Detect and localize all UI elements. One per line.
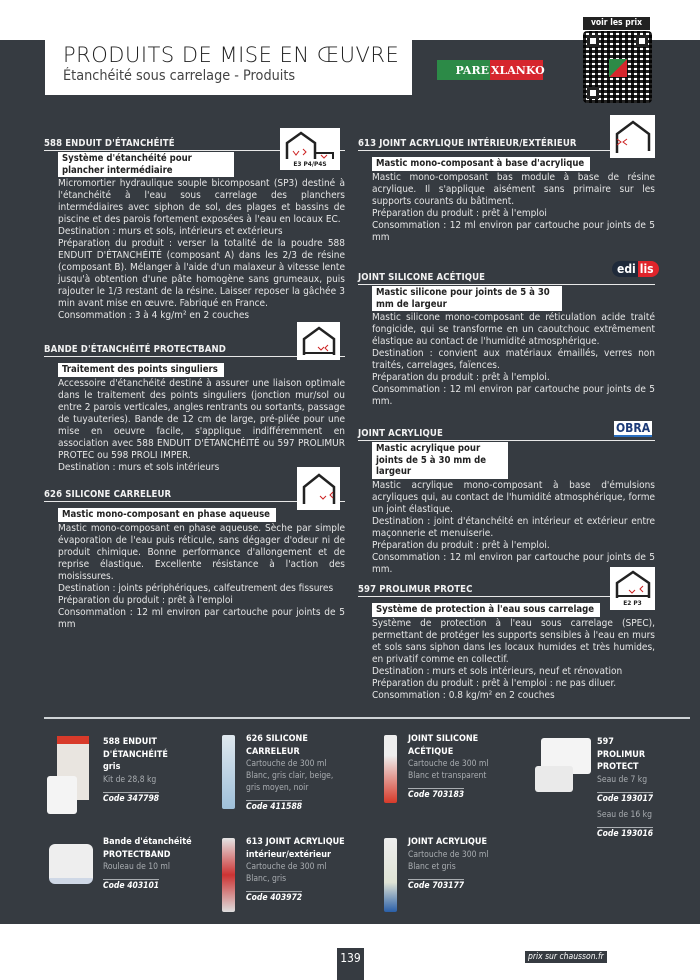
section-title: 597 PROLIMUR PROTEC [358,584,655,597]
product-image [47,736,97,814]
house-protection-icon: E2 P3 [610,567,655,610]
house-corner-icon [297,322,340,360]
section-tagline: Mastic acrylique pour joints de 5 à 30 mm de largeur [372,442,508,479]
section-tagline: Système de protection à l'eau sous carrelage [372,603,600,617]
section-protectband [44,344,345,474]
page-title: PRODUITS DE MISE EN ŒUVRE [63,43,400,67]
product-image [218,836,240,914]
section-title: JOINT SILICONE ACÉTIQUE [358,272,655,285]
product-joint-acrylique[interactable]: JOINT ACRYLIQUE Cartouche de 300 ml Blanc et gris Code 703177 [380,836,508,914]
product-image [47,836,97,886]
section-title: JOINT ACRYLIQUE [358,428,655,441]
section-tagline: Mastic mono-composant en phase aqueuse [58,508,276,522]
product-613-joint-acrylique[interactable]: 613 JOINT ACRYLIQUE intérieur/extérieur Cartouche de 300 ml Blanc, gris Code 403972 [218,836,346,914]
section-tagline: Système d'étanchéité pour plancher intermédiaire [58,152,234,177]
product-597-prolimur[interactable]: 597 PROLIMUR PROTECT Seau de 7 kg Code 193017 Seau de 16 kg Code 193016 [535,736,657,840]
section-title: 613 JOINT ACRYLIQUE INTÉRIEUR/EXTÉRIEUR [358,138,655,151]
section-joint-silicone-acetique [358,272,655,408]
divider [44,717,690,719]
qr-label: voir les prix [583,17,650,30]
obra-logo: OBRA [616,421,651,435]
section-tagline: Mastic silicone pour joints de 5 à 30 mm de largeur [372,286,562,311]
parexlanko-logo: PARE XLANKO [437,60,543,80]
section-joint-acrylique [358,428,655,576]
house-wall-joint-icon [610,115,655,158]
section-title: 588 ENDUIT D'ÉTANCHÉITÉ [44,138,345,151]
product-image [535,736,591,796]
product-image [218,733,240,811]
section-title: 626 SILICONE CARRELEUR [44,489,345,502]
house-waterproof-icon: E3 P4/P4S [280,128,340,170]
product-image [380,836,402,914]
section-body: Système de protection à l'eau sous carrelage (SPEC), permettant de protéger les supports sensibles à l'eau en murs et sols sans siphon dans les locaux humides et très humides, en privatif comme en collectif. Destination : murs et sols intérieurs, neuf et rénovation Préparation du produit : prêt à l'emploi : ne pas diluer. Consommation : 0.8 kg/m² en 2 couches [372,617,655,701]
section-body: Mastic mono-composant en phase aqueuse. Sèche par simple évaporation de l'eau puis réticule, sans dégager d'odeur ni de produit chimique. Bonne performance d'allongement et de reprise élastique. Excellente résistance à l'action des moisissures. Destination : joints périphériques, calfeutrement des fissures Préparation du produit : prêt à l'emploi Consommation : 12 ml environ par cartouche pour joints de 5 mm [58,522,345,630]
product-image [380,733,402,805]
section-body: Mastic acrylique mono-composant à base d'émulsions acryliques qui, au contact de l'humidité atmosphérique, forme un joint élastique. Destination : joint d'étanchéité en intérieur et extérieur entre maçonnerie et menuiserie. Préparation du produit : prêt à l'emploi. Consommation : 12 ml environ par cartouche pour joints de 5 mm. [372,479,655,575]
product-626-silicone[interactable]: 626 SILICONE CARRELEUR Cartouche de 300 ml Blanc, gris clair, beige, gris moyen, noir Code 411588 [218,733,346,813]
house-joint-icon [297,467,340,510]
title-box [45,40,412,95]
page-subtitle: Étanchéité sous carrelage - Produits [63,68,296,84]
page-number: 139 [337,948,364,980]
product-protectband[interactable]: Bande d'étanchéité PROTECTBAND Rouleau de 10 ml Code 403101 [47,836,193,892]
section-body: Micromortier hydraulique souple bicomposant (SP3) destiné à l'étanchéité à l'eau sous carrelage des planchers intermédiaires avec siphon de sol, des plages et bassins de piscine et des parois fortement exposées à l'eau en locaux EC. Destination : murs et sols, intérieurs et extérieurs Préparation du produit : verser la totalité de la poudre 588 ENDUIT D'ÉTANCHÉITÉ (composant A) dans les 2/3 de résine (composant B). Mélanger à l'aide d'un malaxeur à vitesse lente jusqu'à obtention d'une pâte homogène sans grumeaux, puis rajouter le 1/3 restant de la résine. Laisser reposer la gâchée 3 min avant mise en œuvre. Fabriqué en France. Consommation : 3 à 4 kg/m² en 2 couches [58,178,345,321]
prix-link[interactable]: prix sur chausson.fr [525,951,607,963]
section-title: BANDE D'ÉTANCHÉITÉ PROTECTBAND [44,344,345,357]
section-tagline: Mastic mono-composant à base d'acrylique [372,157,590,171]
section-tagline: Traitement des points singuliers [58,363,224,377]
section-body: Accessoire d'étanchéité destiné à assurer une liaison optimale dans le traitement des points singuliers (jonction mur/sol ou entre 2 parois verticales, angles rentrants ou sortants, passage de tuyauteries). Bande de 12 cm de large, pré-pliée pour une mise en oeuvre facile, s'applique indifféremment en association avec 588 ENDUIT D'ÉTANCHÉITÉ ou 597 PROLIMUR PROTEC ou 598 PROLI IMPER. Destination : murs et sols intérieurs [58,377,345,473]
section-body: Mastic silicone mono-composant de réticulation acide traité fongicide, qui se transforme en un caoutchouc extrêmement élastique au contact de l'humidité atmosphérique. Destination : convient aux matériaux émaillés, verres non traités, carrelages, faïences. Préparation du produit : prêt à l'emploi. Consommation : 12 ml environ par cartouche pour joints de 5 mm. [372,312,655,407]
edilis-logo: edi lis [612,261,659,277]
product-joint-silicone-acetique[interactable]: JOINT SILICONE ACÉTIQUE Cartouche de 300 ml Blanc et transparent Code 703183 [380,733,508,805]
section-626-silicone [44,489,345,631]
qr-code[interactable] [583,31,652,103]
section-body: Mastic mono-composant bas module à base de résine acrylique. Il s'applique aisément sans primaire sur les supports courants du bâtiment. Préparation du produit : prêt à l'emploi Consommation : 12 ml environ par cartouche pour joints de 5 mm [372,171,655,243]
product-588-enduit[interactable]: 588 ENDUIT D'ÉTANCHÉITÉ gris Kit de 28,8 kg Code 347798 [47,736,173,814]
